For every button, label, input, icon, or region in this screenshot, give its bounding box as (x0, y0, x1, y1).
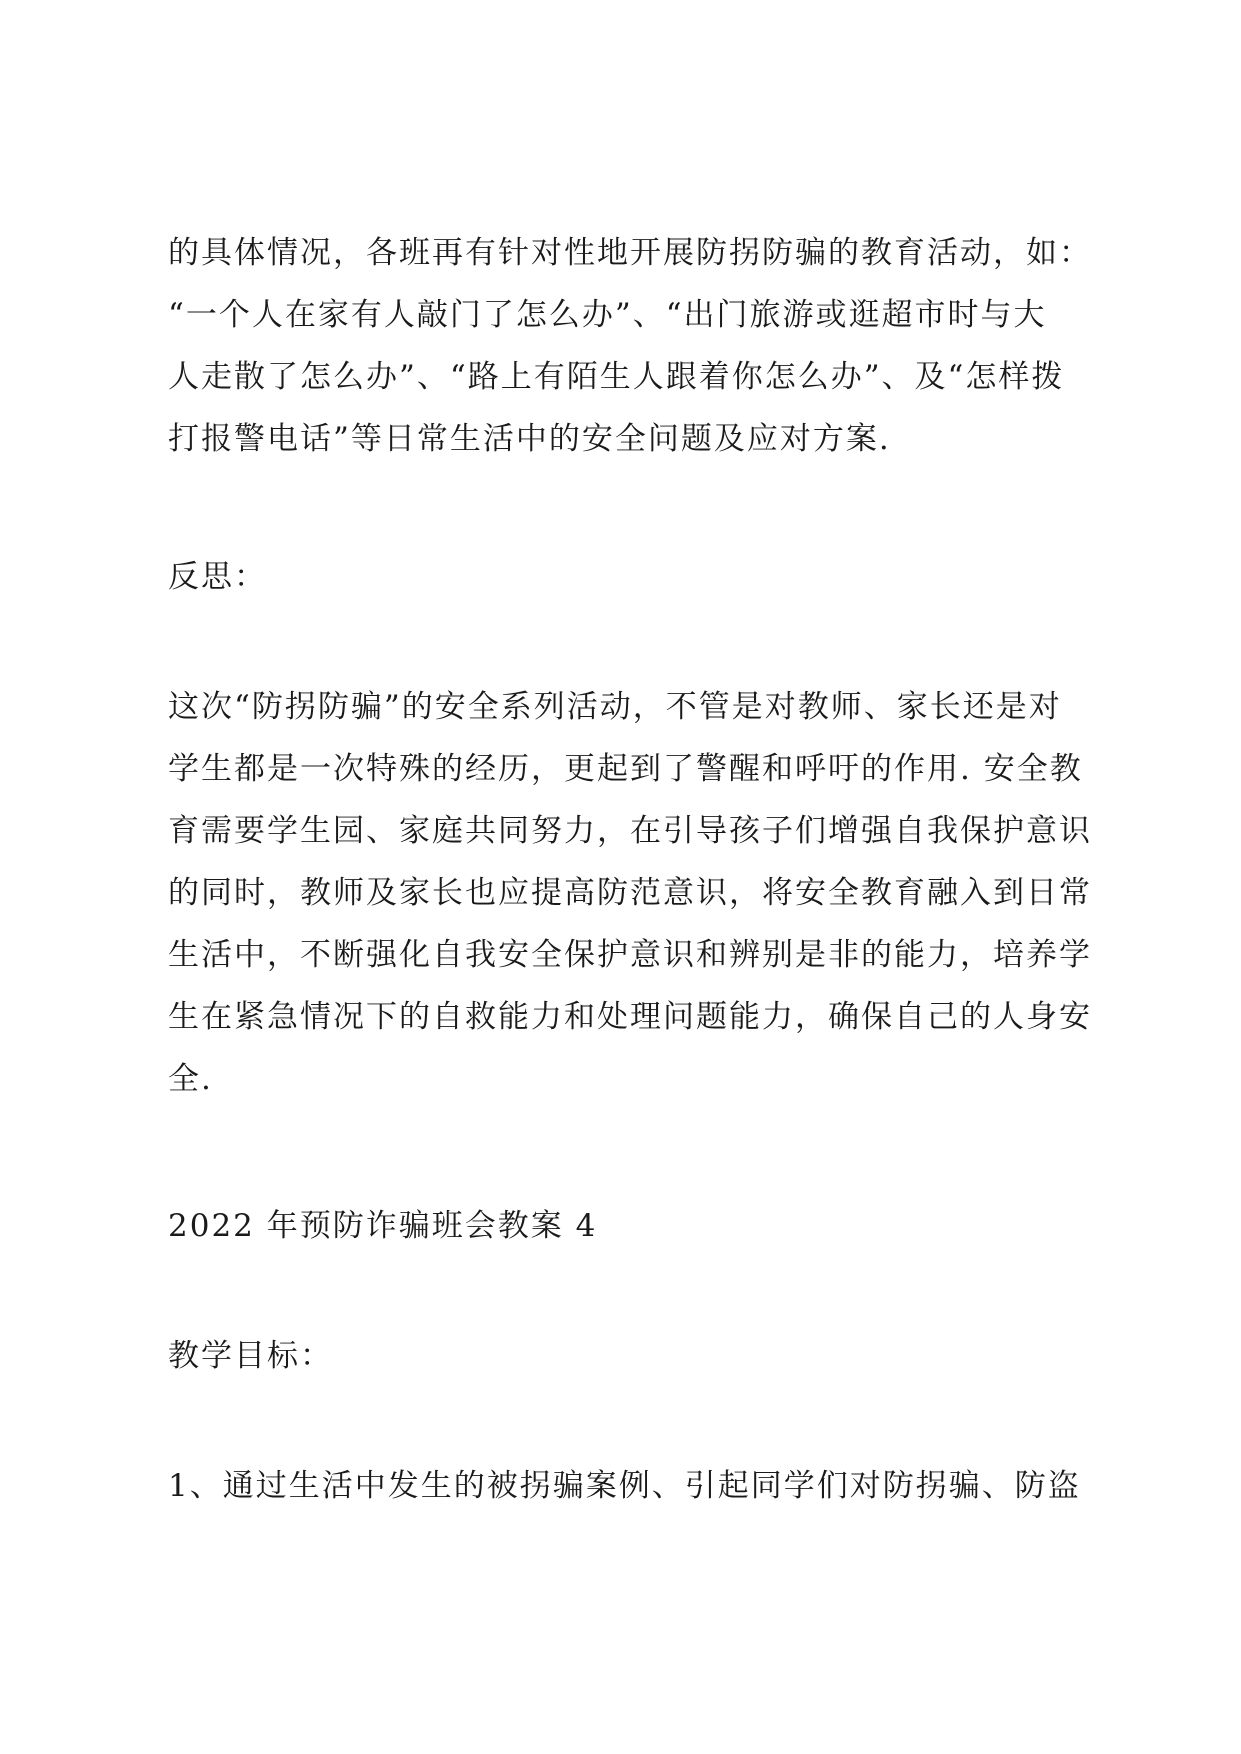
paragraph-line: 人走散了怎么办”、“路上有陌生人跟着你怎么办”、及“怎样拨 (168, 359, 1065, 395)
lesson-title (168, 1195, 1088, 1257)
intro-paragraph (168, 222, 1092, 470)
paragraph-line: 生在紧急情况下的自救能力和处理问题能力，确保自己的人身安 (168, 999, 1092, 1035)
paragraph-line: 这次“防拐防骗”的安全系列活动，不管是对教师、家长还是对 (168, 689, 1062, 725)
paragraph-line: “一个人在家有人敲门了怎么办”、“出门旅游或逛超市时与大 (168, 297, 1047, 333)
paragraph-line: 育需要学生园、家庭共同努力，在引导孩子们增强自我保护意识 (168, 813, 1092, 849)
paragraph-line: 学生都是一次特殊的经历，更起到了警醒和呼吁的作用. 安全教 (168, 751, 1083, 787)
goals-heading (168, 1325, 1088, 1387)
paragraph-line: 的同时，教师及家长也应提高防范意识，将安全教育融入到日常 (168, 875, 1092, 911)
goal-item-1 (168, 1455, 1088, 1517)
heading-text: 教学目标： (168, 1338, 333, 1374)
heading-text: 2022 年预防诈骗班会教案 4 (168, 1208, 598, 1244)
reflection-heading (168, 546, 1088, 608)
paragraph-line: 全. (168, 1061, 213, 1097)
paragraph-line: 生活中，不断强化自我安全保护意识和辨别是非的能力，培养学 (168, 937, 1092, 973)
reflection-paragraph (168, 676, 1092, 1110)
list-item-text: 1、通过生活中发生的被拐骗案例、引起同学们对防拐骗、防盗 (168, 1468, 1081, 1504)
paragraph-line: 的具体情况，各班再有针对性地开展防拐防骗的教育活动，如： (168, 235, 1092, 271)
paragraph-line: 打报警电话”等日常生活中的安全问题及应对方案. (168, 421, 891, 457)
heading-text: 反思： (168, 559, 267, 595)
